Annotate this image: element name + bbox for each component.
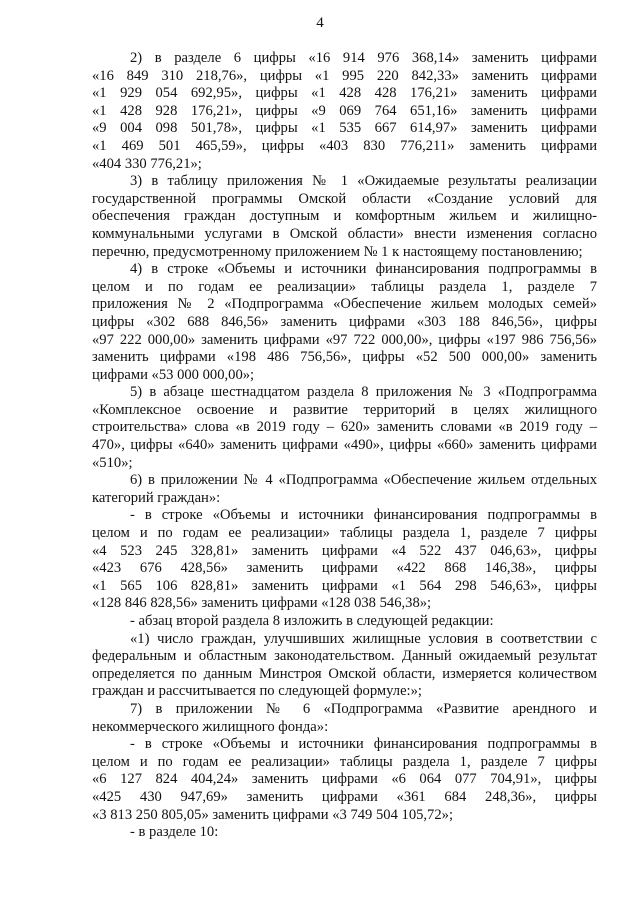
paragraph-line: 470», цифры «640» заменить цифрами «490», цифры «660» заменить цифрами bbox=[92, 437, 597, 454]
paragraph-line: категорий граждан»: bbox=[92, 489, 221, 506]
paragraph-line: строительства» слова «в 2019 году – 620» заменить словами «в 2019 году – bbox=[92, 419, 597, 436]
paragraph-line: «3 813 250 805,05» заменить цифрами «3 749 504 105,72»; bbox=[92, 806, 454, 823]
paragraph-line: перечню, предусмотренному приложением № 1 к настоящему постановлению; bbox=[92, 243, 583, 260]
paragraph-line: «6 127 824 404,24» заменить цифрами «6 064 077 704,91», цифры bbox=[92, 771, 597, 788]
paragraph-line: цифры «302 688 846,56» заменить цифрами «303 188 846,56», цифры bbox=[92, 313, 597, 330]
paragraph-line: «404 330 776,21»; bbox=[92, 155, 202, 172]
document-body bbox=[92, 50, 597, 842]
paragraph-line: целом и по годам ее реализации» таблицы раздела 1, разделе 7 цифры bbox=[92, 753, 597, 770]
paragraph-line: «425 430 947,69» заменить цифрами «361 684 248,36», цифры bbox=[92, 788, 597, 805]
paragraph-line: «1 565 106 828,81» заменить цифрами «1 564 298 546,63», цифры bbox=[92, 577, 597, 594]
paragraph-line: обеспечения граждан доступным и комфортным жильем и жилищно- bbox=[92, 208, 597, 225]
paragraph-line: «423 676 428,56» заменить цифрами «422 868 146,38», цифры bbox=[92, 560, 597, 577]
paragraph-line: цифрами «53 000 000,00»; bbox=[92, 366, 255, 383]
paragraph-line: определяется по данным Минстроя Омской области, измеряется количеством bbox=[92, 665, 597, 682]
paragraph-line: «1 929 054 692,95», цифры «1 428 428 176,21» заменить цифрами bbox=[92, 85, 597, 102]
paragraph-line: заменить цифрами «198 486 756,56», цифры «52 500 000,00» заменить bbox=[92, 349, 597, 366]
paragraph-line: «1 469 501 465,59», цифры «403 830 776,211» заменить цифрами bbox=[92, 137, 597, 154]
paragraph-line: «Комплексное освоение и развитие территорий в целях жилищного bbox=[92, 401, 597, 418]
paragraph-line: «510»; bbox=[92, 454, 133, 471]
paragraph-line: «1) число граждан, улучшивших жилищные условия в соответствии с bbox=[130, 630, 597, 647]
paragraph-line: приложения № 2 «Подпрограмма «Обеспечение жильем молодых семей» bbox=[92, 296, 597, 313]
paragraph-line: - в строке «Объемы и источники финансирования подпрограммы в bbox=[130, 736, 597, 753]
paragraph-line: «97 222 000,00» заменить цифрами «97 722 000,00», цифры «197 986 756,56» bbox=[92, 331, 597, 348]
paragraph-line: «4 523 245 328,81» заменить цифрами «4 522 437 046,63», цифры bbox=[92, 542, 597, 559]
paragraph-line: некоммерческого жилищного фонда»: bbox=[92, 718, 329, 735]
paragraph-line: федеральным и областным законодательством. Данный ожидаемый результат bbox=[92, 648, 597, 665]
paragraph-line: «16 849 310 218,76», цифры «1 995 220 842,33» заменить цифрами bbox=[92, 67, 597, 84]
paragraph-line: - абзац второй раздела 8 изложить в следующей редакции: bbox=[130, 613, 494, 629]
paragraph-line: целом и по годам ее реализации» таблицы раздела 1, разделе 7 bbox=[92, 278, 597, 295]
paragraph-line: «9 004 098 501,78», цифры «1 535 667 614,97» заменить цифрами bbox=[92, 120, 597, 137]
paragraph-line: 5) в абзаце шестнадцатом раздела 8 приложения № 3 «Подпрограмма bbox=[130, 384, 597, 401]
paragraph-line: 6) в приложении № 4 «Подпрограмма «Обеспечение жильем отдельных bbox=[130, 472, 597, 489]
paragraph-line: 3) в таблицу приложения № 1 «Ожидаемые результаты реализации bbox=[130, 173, 597, 190]
paragraph-line: «128 846 828,56» заменить цифрами «128 038 546,38»; bbox=[92, 595, 432, 612]
paragraph-line: 4) в строке «Объемы и источники финансирования подпрограммы в bbox=[130, 261, 597, 278]
paragraph-line: целом и по годам ее реализации» таблицы раздела 1, разделе 7 цифры bbox=[92, 525, 597, 542]
page-number: 4 bbox=[316, 15, 324, 31]
paragraph-line: 7) в приложении № 6 «Подпрограмма «Развитие арендного и bbox=[130, 700, 597, 717]
paragraph-line: - в строке «Объемы и источники финансирования подпрограммы в bbox=[130, 507, 597, 524]
paragraph-line: коммунальными услугами в Омской области» внести изменения согласно bbox=[92, 225, 597, 242]
paragraph-line: 2) в разделе 6 цифры «16 914 976 368,14» заменить цифрами bbox=[130, 50, 597, 66]
paragraph-line: государственной программы Омской области «Создание условий для bbox=[92, 190, 597, 207]
paragraph-line: - в разделе 10: bbox=[130, 824, 219, 841]
paragraph-line: «1 428 928 176,21», цифры «9 069 764 651,16» заменить цифрами bbox=[92, 102, 597, 119]
paragraph-line: граждан и рассчитывается по следующей формуле:»; bbox=[92, 683, 422, 700]
